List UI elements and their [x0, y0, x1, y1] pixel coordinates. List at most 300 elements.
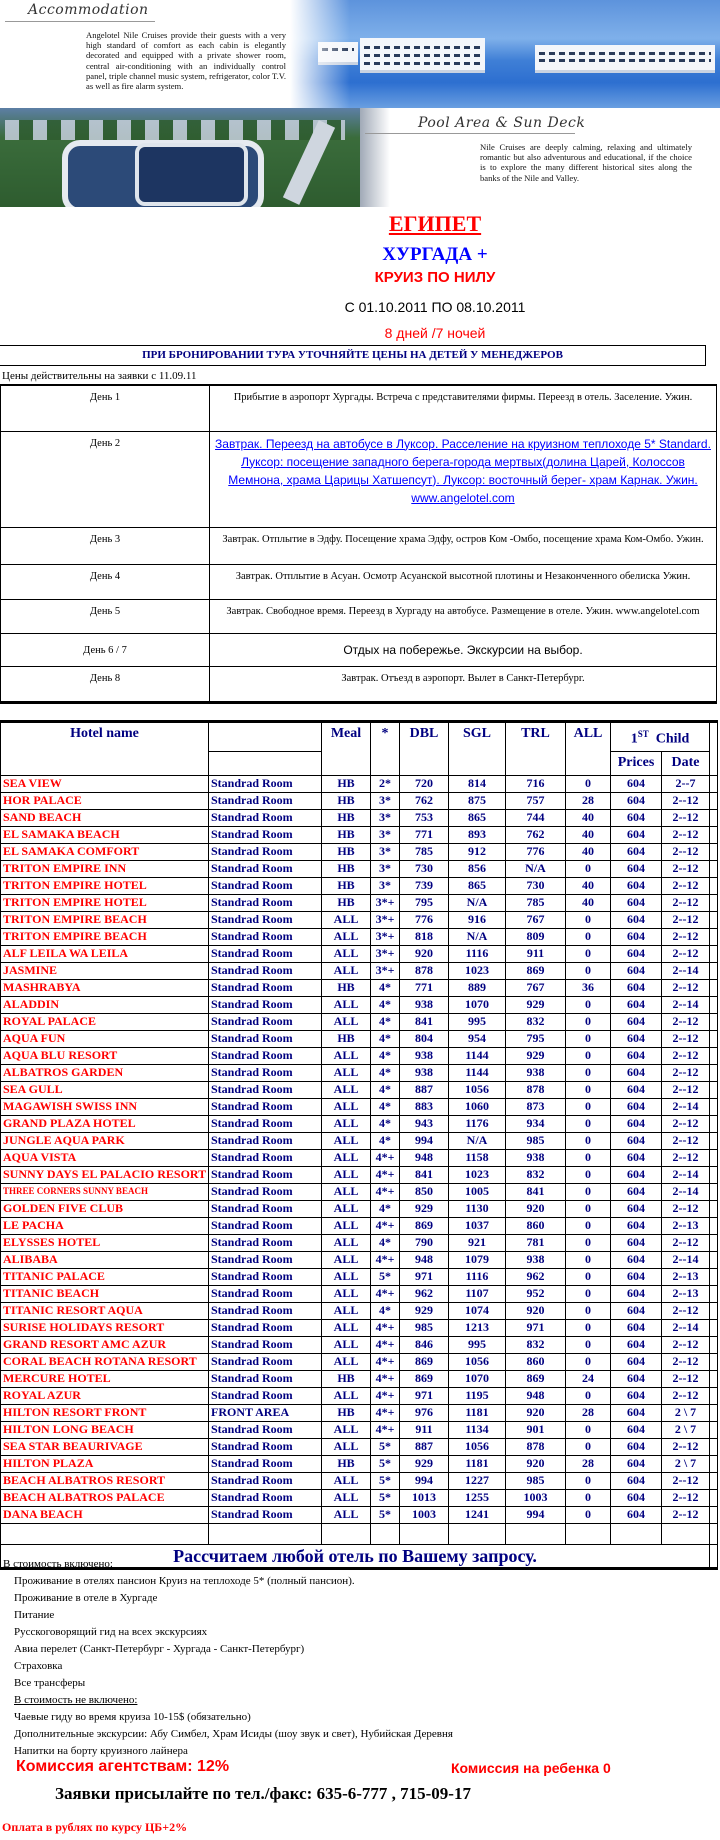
child-price: 604: [611, 996, 662, 1013]
hotel-name: AQUA FUN: [1, 1030, 209, 1047]
hotel-name: HILTON RESORT FRONT: [1, 1404, 209, 1421]
price-dbl: 985: [400, 1319, 449, 1336]
col-hotel-name: Hotel name: [1, 722, 209, 776]
col-all: ALL: [566, 722, 611, 776]
child-price: 604: [611, 1081, 662, 1098]
spacer-cell: [710, 1455, 718, 1472]
spacer-cell: [710, 996, 718, 1013]
price-sgl: 1070: [449, 1370, 506, 1387]
child-age-range: 2--13: [662, 1285, 710, 1302]
room-type: Standrad Room: [209, 945, 322, 962]
child-age-range: 2--12: [662, 945, 710, 962]
price-dbl: 841: [400, 1166, 449, 1183]
image-fade: [360, 108, 390, 207]
room-type: Standrad Room: [209, 1455, 322, 1472]
child-age-range: 2--12: [662, 1370, 710, 1387]
child-age-range: 2--12: [662, 1149, 710, 1166]
child-price: 604: [611, 1200, 662, 1217]
price-dbl: 785: [400, 843, 449, 860]
meal-plan: HB: [322, 843, 371, 860]
table-row: [1, 1047, 718, 1064]
table-row: [1, 1183, 718, 1200]
price-trl: 809: [506, 928, 566, 945]
child-age-range: 2--12: [662, 1472, 710, 1489]
price-all-inclusive: 0: [566, 1030, 611, 1047]
itinerary-day: День 6 / 7: [1, 633, 210, 666]
hotel-name: MASHRABYA: [1, 979, 209, 996]
child-price: 604: [611, 1132, 662, 1149]
child-age-range: 2--12: [662, 860, 710, 877]
col-child-prices: Prices: [611, 751, 662, 775]
spacer-cell: [710, 894, 718, 911]
price-all-inclusive: 0: [566, 1353, 611, 1370]
not-included-item: Дополнительные экскурсии: Абу Симбел, Храм Исиды (шоу звук и свет), Нубийская Деревня: [14, 1728, 453, 1740]
price-trl: 920: [506, 1302, 566, 1319]
meal-plan: ALL: [322, 911, 371, 928]
itinerary-day: День 1: [1, 385, 210, 431]
meal-plan: ALL: [322, 1234, 371, 1251]
not-included-title: В стоимость не включено:: [14, 1694, 138, 1706]
spacer-cell: [710, 1115, 718, 1132]
child-price: 604: [611, 928, 662, 945]
price-all-inclusive: 0: [566, 1183, 611, 1200]
deck-chairs: [5, 120, 345, 140]
child-price: 604: [611, 809, 662, 826]
spacer-cell: [710, 1268, 718, 1285]
child-price: 604: [611, 1030, 662, 1047]
hotel-name: EL SAMAKA COMFORT: [1, 843, 209, 860]
price-sgl: 1037: [449, 1217, 506, 1234]
hotel-name: GRAND PLAZA HOTEL: [1, 1115, 209, 1132]
spacer-cell: [710, 809, 718, 826]
hotel-name: GRAND RESORT AMC AZUR: [1, 1336, 209, 1353]
price-trl: 762: [506, 826, 566, 843]
meal-plan: ALL: [322, 1047, 371, 1064]
price-dbl: 730: [400, 860, 449, 877]
spacer-cell: [710, 1489, 718, 1506]
included-item: Русскоговорящий гид на всех экскурсиях: [14, 1626, 208, 1638]
price-sgl: 1176: [449, 1115, 506, 1132]
empty-row: [1, 1523, 718, 1544]
hotel-name: THREE CORNERS SUNNY BEACH: [1, 1183, 209, 1200]
spacer-cell: [710, 1472, 718, 1489]
price-sgl: 995: [449, 1336, 506, 1353]
table-row: [1, 1149, 718, 1166]
star-rating: 3*: [371, 826, 400, 843]
price-trl: 781: [506, 1234, 566, 1251]
star-rating: 4*+: [371, 1285, 400, 1302]
room-type: Standrad Room: [209, 1370, 322, 1387]
spacer-cell: [710, 1387, 718, 1404]
price-all-inclusive: 0: [566, 1149, 611, 1166]
hotel-name: HILTON LONG BEACH: [1, 1421, 209, 1438]
star-rating: 3*: [371, 860, 400, 877]
star-rating: 3*+: [371, 945, 400, 962]
table-row: [1, 843, 718, 860]
itinerary-link[interactable]: Завтрак. Переезд на автобусе в Луксор. Расселение на круизном теплоходе 5* Standard. Луксор: посещение западного берега-города мертвых(долина Царей, Колоссов Мемнона, храма Царицы Хатшепсут). Луксор: восточный берег- храм Карнак. Ужин. www.angelotel.com: [210, 431, 717, 527]
meal-plan: HB: [322, 809, 371, 826]
meal-plan: ALL: [322, 1013, 371, 1030]
caption-rule: [365, 133, 575, 134]
child-age-range: 2--14: [662, 1098, 710, 1115]
spacer-cell: [710, 945, 718, 962]
price-trl: 985: [506, 1472, 566, 1489]
price-all-inclusive: 0: [566, 1234, 611, 1251]
price-all-inclusive: 0: [566, 860, 611, 877]
meal-plan: ALL: [322, 1472, 371, 1489]
table-row: [1, 1098, 718, 1115]
room-type: Standrad Room: [209, 1387, 322, 1404]
price-dbl: 771: [400, 826, 449, 843]
table-row: [1, 809, 718, 826]
star-rating: 3*: [371, 792, 400, 809]
itinerary-row: [1, 431, 717, 527]
price-sgl: N/A: [449, 894, 506, 911]
child-age-range: 2--12: [662, 1064, 710, 1081]
caption-pool: Pool Area & Sun Deck: [418, 115, 586, 131]
col-stars: *: [371, 722, 400, 776]
meal-plan: HB: [322, 1404, 371, 1421]
price-all-inclusive: 0: [566, 911, 611, 928]
table-row: [1, 1421, 718, 1438]
included-item: Страховка: [14, 1660, 63, 1672]
price-dbl: 883: [400, 1098, 449, 1115]
meal-plan: ALL: [322, 1251, 371, 1268]
price-sgl: 921: [449, 1234, 506, 1251]
child-price: 604: [611, 1268, 662, 1285]
price-all-inclusive: 0: [566, 1268, 611, 1285]
table-row: [1, 1285, 718, 1302]
price-sgl: 1130: [449, 1200, 506, 1217]
spacer-cell: [710, 979, 718, 996]
star-rating: 3*+: [371, 962, 400, 979]
spacer-cell: [710, 1319, 718, 1336]
child-price: 604: [611, 1064, 662, 1081]
price-sgl: 1023: [449, 962, 506, 979]
child-age-range: 2--12: [662, 877, 710, 894]
payment-terms: Оплата в рублях по курсу ЦБ+2%: [2, 1820, 188, 1834]
price-trl: 860: [506, 1353, 566, 1370]
room-type: Standrad Room: [209, 1285, 322, 1302]
price-sgl: 1213: [449, 1319, 506, 1336]
meal-plan: HB: [322, 792, 371, 809]
star-rating: 4*: [371, 1115, 400, 1132]
price-trl: 962: [506, 1268, 566, 1285]
itinerary-row: [1, 599, 717, 633]
hotel-name: SEA GULL: [1, 1081, 209, 1098]
child-age-range: 2--14: [662, 962, 710, 979]
price-all-inclusive: 0: [566, 1013, 611, 1030]
child-age-range: 2--12: [662, 1506, 710, 1523]
child-price: 604: [611, 1336, 662, 1353]
price-all-inclusive: 0: [566, 1064, 611, 1081]
table-row: [1, 877, 718, 894]
price-sgl: 889: [449, 979, 506, 996]
child-price: 604: [611, 775, 662, 792]
price-sgl: 1158: [449, 1149, 506, 1166]
child-age-range: 2--12: [662, 1115, 710, 1132]
room-type: Standrad Room: [209, 1506, 322, 1523]
hotel-name: ALBATROS GARDEN: [1, 1064, 209, 1081]
hotel-name: TITANIC RESORT AQUA: [1, 1302, 209, 1319]
price-trl: 938: [506, 1149, 566, 1166]
table-row: [1, 1013, 718, 1030]
hotel-name: BEACH ALBATROS PALACE: [1, 1489, 209, 1506]
room-type: Standrad Room: [209, 1234, 322, 1251]
child-price: 604: [611, 945, 662, 962]
price-all-inclusive: 0: [566, 1489, 611, 1506]
meal-plan: ALL: [322, 1421, 371, 1438]
hotel-name: ALF LEILA WA LEILA: [1, 945, 209, 962]
price-trl: 952: [506, 1285, 566, 1302]
room-type: Standrad Room: [209, 979, 322, 996]
hotel-name: ELYSSES HOTEL: [1, 1234, 209, 1251]
col-meal: Meal: [322, 722, 371, 776]
price-sgl: 1056: [449, 1353, 506, 1370]
col-room-blank: [209, 722, 322, 752]
any-hotel-offer: Рассчитаем любой отель по Вашему запросу.: [1, 1544, 710, 1568]
itinerary-row: [1, 564, 717, 599]
star-rating: 5*: [371, 1472, 400, 1489]
spacer-cell: [710, 1404, 718, 1421]
price-all-inclusive: 0: [566, 962, 611, 979]
room-type: Standrad Room: [209, 1421, 322, 1438]
price-dbl: 771: [400, 979, 449, 996]
spacer-cell: [710, 1353, 718, 1370]
meal-plan: ALL: [322, 1268, 371, 1285]
spacer-cell: [710, 1166, 718, 1183]
price-dbl: 1003: [400, 1506, 449, 1523]
child-price: 604: [611, 1404, 662, 1421]
table-row: [1, 1268, 718, 1285]
spacer-cell: [710, 775, 718, 792]
price-trl: 920: [506, 1404, 566, 1421]
hotel-name: CORAL BEACH ROTANA RESORT: [1, 1353, 209, 1370]
child-price: 604: [611, 1217, 662, 1234]
spacer-cell: [710, 826, 718, 843]
star-rating: 4*+: [371, 1404, 400, 1421]
price-all-inclusive: 0: [566, 1472, 611, 1489]
room-type: Standrad Room: [209, 962, 322, 979]
table-row: [1, 962, 718, 979]
price-sgl: 1056: [449, 1081, 506, 1098]
blurb-pool: Nile Cruises are deeply calming, relaxing and ultimately romantic but also adventurous and educational, if the choice is to explore the many different historical sites along the banks of the Nile and Valley.: [480, 142, 692, 183]
meal-plan: ALL: [322, 1064, 371, 1081]
meal-plan: ALL: [322, 1115, 371, 1132]
child-price: 604: [611, 877, 662, 894]
price-sgl: 1181: [449, 1404, 506, 1421]
meal-plan: ALL: [322, 1387, 371, 1404]
child-age-range: 2--12: [662, 843, 710, 860]
price-trl: 767: [506, 911, 566, 928]
meal-plan: HB: [322, 826, 371, 843]
itinerary-table: [0, 384, 717, 704]
star-rating: 3*: [371, 877, 400, 894]
hotel-name: SAND BEACH: [1, 809, 209, 826]
child-age-range: 2--12: [662, 1438, 710, 1455]
room-type: Standrad Room: [209, 1472, 322, 1489]
table-row: [1, 1217, 718, 1234]
room-type: Standrad Room: [209, 860, 322, 877]
price-dbl: 818: [400, 928, 449, 945]
room-type: Standrad Room: [209, 1353, 322, 1370]
child-price: 604: [611, 1438, 662, 1455]
included-item: Авиа перелет (Санкт-Петербург - Хургада - Санкт-Петербург): [14, 1643, 305, 1655]
included-item: Проживание в отеле в Хургаде: [14, 1592, 158, 1604]
hotel-name: TRITON EMPIRE HOTEL: [1, 894, 209, 911]
star-rating: 4*: [371, 1098, 400, 1115]
room-type: FRONT AREA: [209, 1404, 322, 1421]
table-header-row: [1, 722, 718, 752]
price-sgl: 875: [449, 792, 506, 809]
hotel-name: SEA VIEW: [1, 775, 209, 792]
child-price: 604: [611, 826, 662, 843]
room-type: Standrad Room: [209, 877, 322, 894]
star-rating: 5*: [371, 1455, 400, 1472]
star-rating: 4*+: [371, 1387, 400, 1404]
included-item: Проживание в отелях пансион Круиз на теплоходе 5* (полный пансион).: [14, 1575, 355, 1587]
children-price-notice: ПРИ БРОНИРОВАНИИ ТУРА УТОЧНЯЙТЕ ЦЕНЫ НА ДЕТЕЙ У МЕНЕДЖЕРОВ: [0, 345, 706, 366]
child-price: 604: [611, 1472, 662, 1489]
price-dbl: 948: [400, 1251, 449, 1268]
table-row: [1, 1489, 718, 1506]
price-sgl: 1227: [449, 1472, 506, 1489]
price-trl: 869: [506, 1370, 566, 1387]
meal-plan: ALL: [322, 1489, 371, 1506]
price-trl: 920: [506, 1455, 566, 1472]
hotel-name: TRITON EMPIRE HOTEL: [1, 877, 209, 894]
hotel-name: SURISE HOLIDAYS RESORT: [1, 1319, 209, 1336]
included-item: Питание: [14, 1609, 55, 1621]
child-price: 604: [611, 1047, 662, 1064]
price-all-inclusive: 40: [566, 809, 611, 826]
meal-plan: HB: [322, 775, 371, 792]
country-title: ЕГИПЕТ: [388, 211, 482, 236]
price-dbl: 929: [400, 1302, 449, 1319]
price-sgl: 865: [449, 877, 506, 894]
room-type: Standrad Room: [209, 1132, 322, 1149]
included-title: В стоимость включено:: [3, 1558, 113, 1570]
meal-plan: ALL: [322, 1438, 371, 1455]
hotel-name: ROYAL AZUR: [1, 1387, 209, 1404]
table-row: [1, 1472, 718, 1489]
price-dbl: 753: [400, 809, 449, 826]
star-rating: 4*+: [371, 1251, 400, 1268]
child-age-range: 2--12: [662, 1234, 710, 1251]
hotel-name: AQUA VISTA: [1, 1149, 209, 1166]
not-included-item: Чаевые гиду во время круиза 10-15$ (обязательно): [14, 1711, 251, 1723]
star-rating: 4*: [371, 1064, 400, 1081]
child-price: 604: [611, 979, 662, 996]
col-child-date: Date: [662, 751, 710, 775]
itinerary-text: Завтрак. Отплытие в Асуан. Осмотр Асуанской высотной плотины и Незаконченного обелиска Ужин.: [210, 564, 717, 599]
price-sgl: 954: [449, 1030, 506, 1047]
meal-plan: ALL: [322, 1200, 371, 1217]
price-trl: 920: [506, 1200, 566, 1217]
child-age-range: 2--13: [662, 1217, 710, 1234]
child-age-range: 2--12: [662, 1200, 710, 1217]
child-price: 604: [611, 1489, 662, 1506]
room-type: Standrad Room: [209, 911, 322, 928]
child-ordinal-suffix: ST: [637, 729, 649, 739]
price-trl: 757: [506, 792, 566, 809]
child-age-range: 2--12: [662, 826, 710, 843]
spacer-cell: [710, 1506, 718, 1523]
spacer-cell: [710, 1013, 718, 1030]
price-sgl: 1181: [449, 1455, 506, 1472]
room-type: Standrad Room: [209, 843, 322, 860]
price-all-inclusive: 0: [566, 1200, 611, 1217]
itinerary-row: [1, 527, 717, 564]
price-dbl: 994: [400, 1472, 449, 1489]
room-type: Standrad Room: [209, 1183, 322, 1200]
room-type: Standrad Room: [209, 775, 322, 792]
child-price: 604: [611, 1234, 662, 1251]
hotel-name: BEACH ALBATROS RESORT: [1, 1472, 209, 1489]
col-room-blank: [209, 751, 322, 775]
price-sgl: 1116: [449, 945, 506, 962]
meal-plan: ALL: [322, 1506, 371, 1523]
cruise-title: КРУИЗ ПО НИЛУ: [374, 269, 496, 286]
star-rating: 4*+: [371, 1183, 400, 1200]
table-row: [1, 860, 718, 877]
hotel-name: TRITON EMPIRE BEACH: [1, 928, 209, 945]
price-dbl: 762: [400, 792, 449, 809]
price-all-inclusive: 0: [566, 1132, 611, 1149]
price-sgl: 1056: [449, 1438, 506, 1455]
meal-plan: ALL: [322, 1132, 371, 1149]
price-dbl: 850: [400, 1183, 449, 1200]
prices-valid-from: Цены действительны на заявки с 11.09.11: [2, 370, 197, 382]
table-row: [1, 1387, 718, 1404]
price-trl: 929: [506, 1047, 566, 1064]
price-all-inclusive: 40: [566, 894, 611, 911]
hotel-name: MAGAWISH SWISS INN: [1, 1098, 209, 1115]
star-rating: 4*: [371, 1047, 400, 1064]
spacer-cell: [710, 1438, 718, 1455]
price-trl: 716: [506, 775, 566, 792]
star-rating: 4*: [371, 1030, 400, 1047]
price-trl: 795: [506, 1030, 566, 1047]
table-row: [1, 1319, 718, 1336]
star-rating: 4*: [371, 996, 400, 1013]
itinerary-text: Отдых на побережье. Экскурсии на выбор.: [210, 633, 717, 666]
meal-plan: ALL: [322, 1217, 371, 1234]
meal-plan: ALL: [322, 1302, 371, 1319]
meal-plan: HB: [322, 979, 371, 996]
star-rating: 4*: [371, 1081, 400, 1098]
hotel-name: ALIBABA: [1, 1251, 209, 1268]
star-rating: 3*: [371, 809, 400, 826]
child-price: 604: [611, 894, 662, 911]
child-price: 604: [611, 1183, 662, 1200]
star-rating: 4*+: [371, 1353, 400, 1370]
spacer-cell: [710, 1149, 718, 1166]
destination-title: ХУРГАДА +: [382, 244, 488, 265]
room-type: Standrad Room: [209, 894, 322, 911]
hotel-name: HOR PALACE: [1, 792, 209, 809]
price-sgl: 893: [449, 826, 506, 843]
star-rating: 4*+: [371, 1149, 400, 1166]
child-age-range: 2--12: [662, 1387, 710, 1404]
price-all-inclusive: 28: [566, 792, 611, 809]
price-trl: 929: [506, 996, 566, 1013]
room-type: Standrad Room: [209, 826, 322, 843]
price-trl: 901: [506, 1421, 566, 1438]
meal-plan: HB: [322, 1030, 371, 1047]
price-all-inclusive: 0: [566, 1166, 611, 1183]
hotel-price-table: [0, 720, 718, 1570]
